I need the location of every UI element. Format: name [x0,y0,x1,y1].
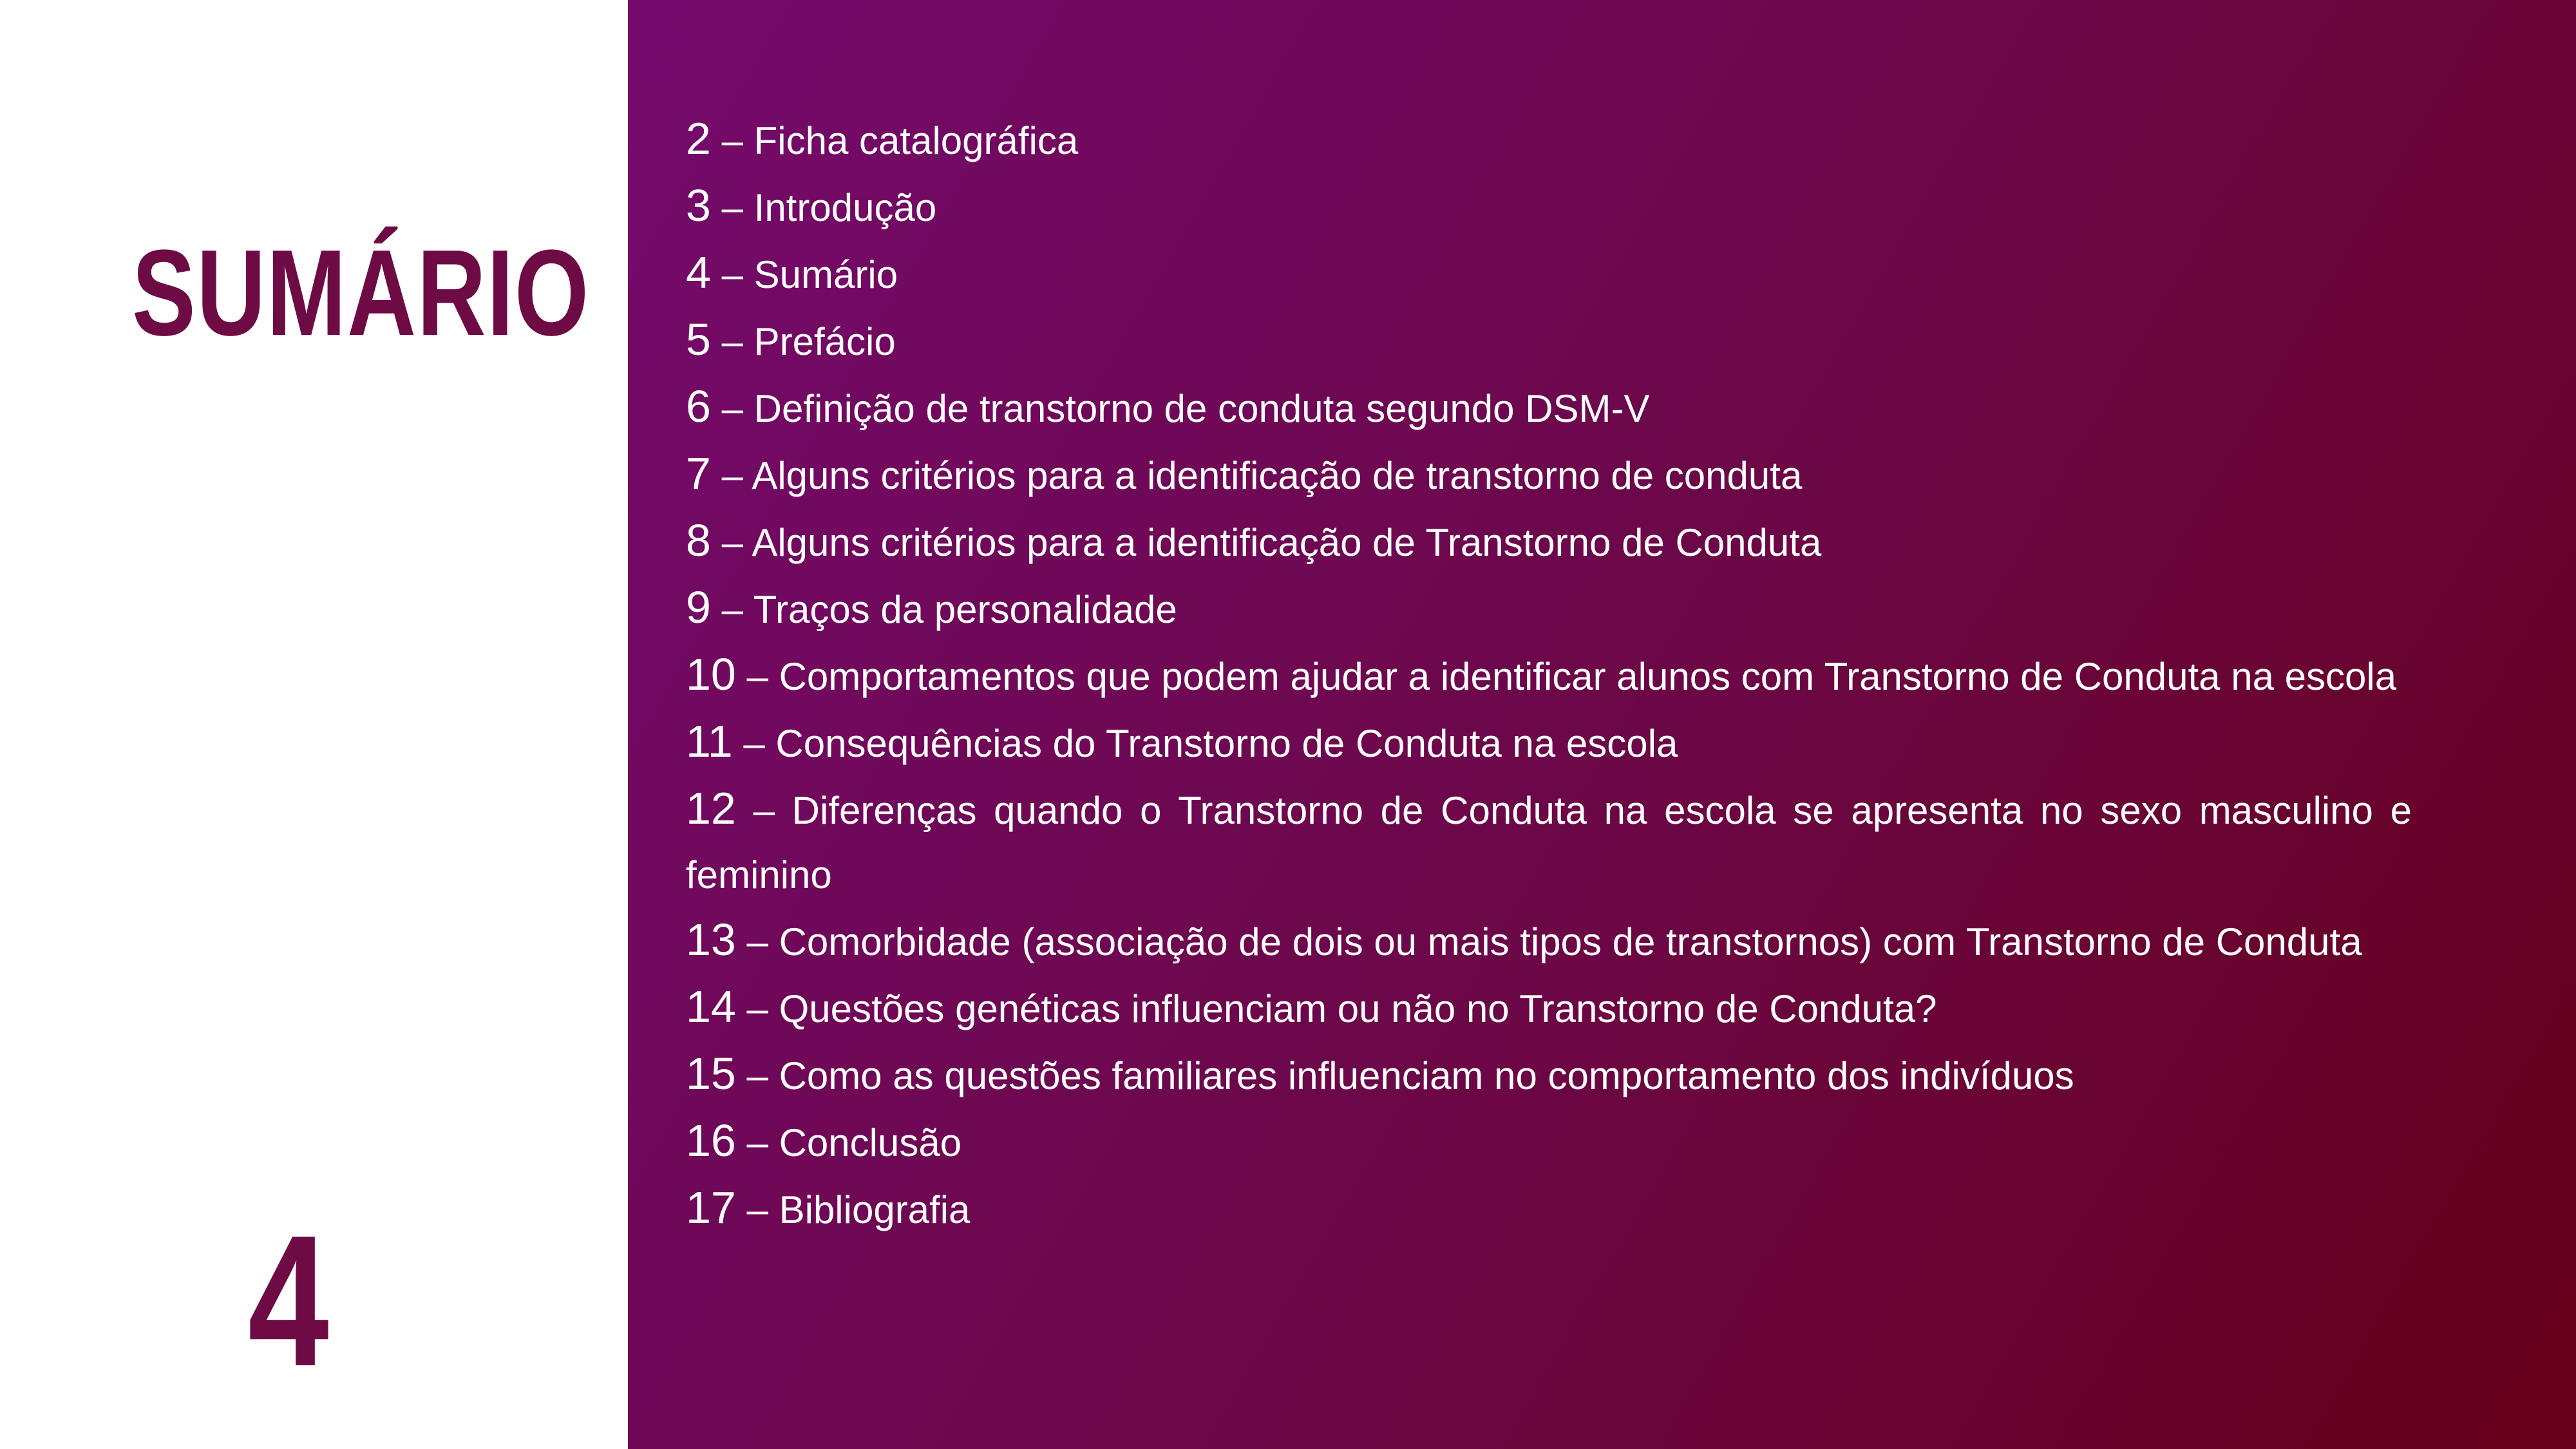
toc-item-number: 3 [686,180,711,231]
toc-item-number: 4 [686,247,711,298]
toc-item [686,1041,2412,1108]
toc-item-label: – Comorbidade (associação de dois ou mais tipos de transtornos) com Transtorno de Conduta [735,920,2362,963]
toc-item-label: – Ficha catalográfica [710,119,1079,162]
toc-item-label: – Consequências do Transtorno de Conduta na escola [732,722,1678,765]
toc-item [686,441,2412,508]
toc-item-number: 9 [686,582,711,632]
toc-item-label: – Diferenças quando o Transtorno de Conduta na escola se apresenta no sexo masculino e feminino [686,789,2412,896]
toc-item-label: – Bibliografia [735,1188,971,1231]
toc-item-label: – Alguns critérios para a identificação de Transtorno de Conduta [710,521,1822,564]
toc-item [686,307,2412,374]
toc-item [686,709,2412,776]
toc-item-number: 2 [686,113,711,164]
toc-panel [628,0,2576,1449]
toc-item [686,642,2412,709]
toc-item-label: – Sumário [710,253,898,296]
toc-item-label: – Comportamentos que podem ajudar a identificar alunos com Transtorno de Conduta na escola [735,655,2397,698]
toc-item [686,974,2412,1041]
left-panel [0,0,628,1449]
toc-item [686,575,2412,642]
toc-item [686,173,2412,240]
toc-item-number: 11 [686,716,733,766]
toc-item [686,508,2412,575]
toc-item [686,1108,2412,1175]
toc-item-label: – Definição de transtorno de conduta segundo DSM-V [710,387,1650,430]
page-title: SUMÁRIO [132,225,590,361]
toc-item [686,907,2412,974]
toc-item-label: – Introdução [710,186,937,229]
toc-item-label: – Questões genéticas influenciam ou não no Transtorno de Conduta? [735,987,1937,1030]
toc-item-label: – Prefácio [710,320,896,363]
toc-item-number: 5 [686,314,711,365]
toc-item [686,240,2412,307]
toc-item-number: 12 [686,783,736,833]
toc-item [686,1175,2412,1242]
toc-item-label: – Alguns critérios para a identificação de transtorno de conduta [710,454,1803,497]
toc-item-number: 7 [686,448,711,498]
toc-item-label: – Como as questões familiares influenciam no comportamento dos indivíduos [735,1054,2074,1097]
toc-item-number: 10 [686,649,736,699]
toc-item-number: 8 [686,515,711,565]
toc-item [686,374,2412,441]
table-of-contents [686,106,2412,1242]
toc-item-number: 15 [686,1048,736,1099]
toc-item-number: 14 [686,981,736,1032]
toc-item [686,106,2412,173]
toc-item-number: 16 [686,1115,736,1166]
page-number: 4 [248,1197,329,1405]
toc-item-number: 13 [686,914,736,965]
toc-item-number: 17 [686,1182,736,1233]
toc-item-label: – Traços da personalidade [710,588,1177,631]
toc-item-number: 6 [686,381,711,431]
toc-item-label: – Conclusão [735,1121,962,1164]
toc-item [686,776,2412,907]
